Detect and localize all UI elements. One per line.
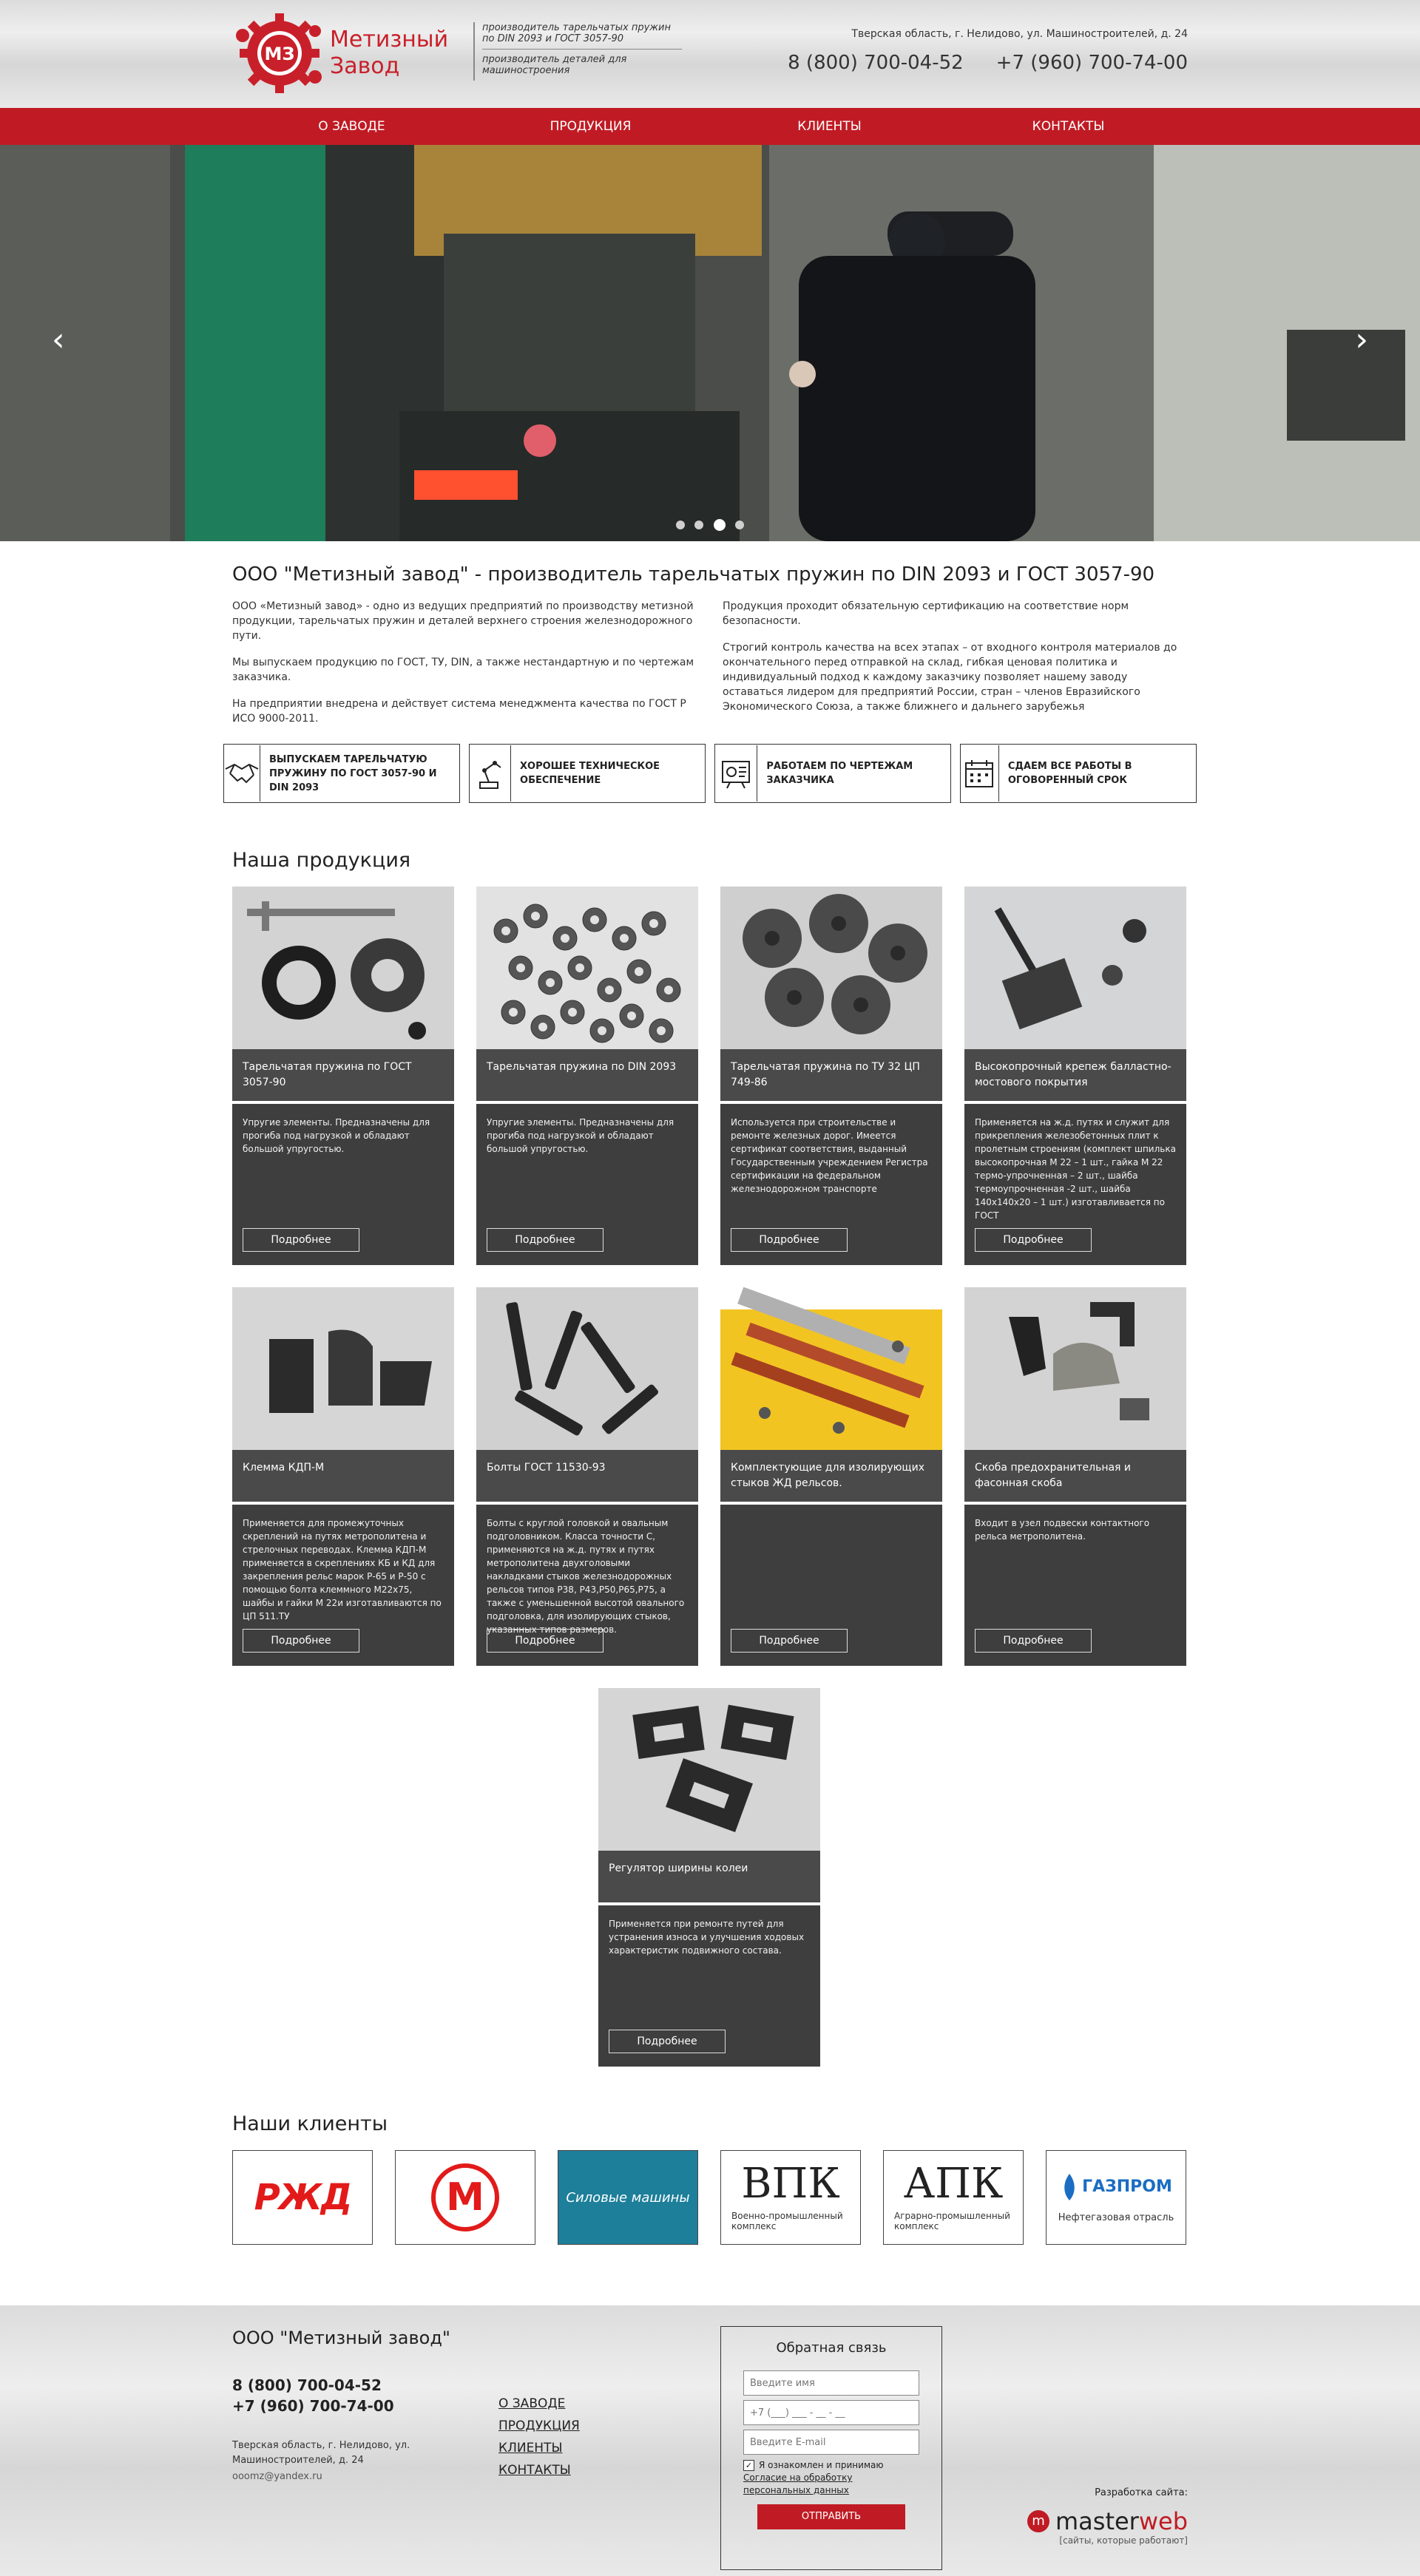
- about-paragraph: Продукция проходит обязательную сертификацию на соответствие норм безопасности.: [723, 600, 1129, 627]
- logo-text: Метизный Завод: [330, 27, 449, 79]
- nav-item-contacts[interactable]: КОНТАКТЫ: [1032, 119, 1105, 134]
- site-footer: [0, 2305, 1420, 2576]
- consent-link[interactable]: Согласие на обработку персональных данных: [743, 2472, 853, 2495]
- product-description: Применяется при ремонте путей для устранения износа и улучшения ходовых характеристик подвижного состава.: [609, 1919, 805, 1956]
- footer-menu-contacts[interactable]: КОНТАКТЫ: [498, 2463, 571, 2478]
- product-card[interactable]: [964, 887, 1186, 1265]
- about-section: [232, 563, 1188, 803]
- handshake-icon: [224, 745, 260, 801]
- product-card[interactable]: [964, 1287, 1186, 1666]
- slider-dot-2[interactable]: [694, 521, 703, 529]
- product-details-button[interactable]: Подробнее: [243, 1629, 359, 1653]
- product-title: Клемма КДП-М: [232, 1450, 454, 1502]
- footer-phone-2[interactable]: +7 (960) 700-74-00: [232, 2397, 394, 2415]
- product-description: Болты с круглой головкой и овальным подголовником. Класса точности С, применяются на ж.д. путях и путях метрополитена двухголовыми накладками стыков железнодорожных рельсов типов Р38, Р43,Р50,Р65,Р75, а также с уменьшенной высотой овального подголовка, для изолирующих стыков, указанных типов размеров.: [487, 1518, 685, 1635]
- product-image: [964, 887, 1186, 1049]
- product-description: Применяется для промежуточных скреплений на путях метрополитена и стрелочных переводах. Клемма КДП-М применяется в скреплениях КБ и КД для закрепления рельс марок Р-65 и Р-50 с помощью болта клеммного М22х75, шайбы и гайки М 22и изготавливаются по ЦП 511.ТУ: [243, 1518, 442, 1621]
- product-image: [476, 887, 698, 1049]
- product-image: [964, 1287, 1186, 1450]
- product-card[interactable]: [476, 1287, 698, 1666]
- product-description: Упругие элементы. Предназначены для прогиба под нагрузкой и обладают большой упругостью.: [243, 1117, 430, 1154]
- product-title: Болты ГОСТ 11530-93: [476, 1450, 698, 1502]
- consent-block: [721, 2459, 941, 2497]
- tagline: производитель тарельчатых пружин по DIN 2093 и ГОСТ 3057-90 производитель деталей для машиностроения: [473, 22, 682, 81]
- robot-arm-icon: [470, 745, 511, 801]
- masterweb-slogan: [сайты, которые работают]: [1059, 2535, 1188, 2546]
- product-details-button[interactable]: Подробнее: [609, 2030, 726, 2053]
- footer-address: Тверская область, г. Нелидово, ул. Машиностроителей, д. 24: [232, 2440, 410, 2466]
- product-details-button[interactable]: Подробнее: [243, 1228, 359, 1252]
- product-details-button[interactable]: Подробнее: [487, 1228, 604, 1252]
- feedback-title: Обратная связь: [776, 2340, 887, 2356]
- phone-input[interactable]: [743, 2400, 919, 2425]
- product-details-button[interactable]: Подробнее: [731, 1629, 848, 1653]
- footer-phones: [232, 2375, 394, 2416]
- blueprint-icon: [715, 745, 757, 801]
- slider-dot-1[interactable]: [676, 521, 685, 529]
- main-nav: [0, 108, 1420, 145]
- product-title: Высокопрочный крепеж балластно-мостового покрытия: [964, 1049, 1186, 1101]
- svg-text:МЗ: МЗ: [264, 44, 295, 64]
- about-right-column: [723, 599, 1188, 738]
- masterweb-m-icon: m: [1027, 2510, 1049, 2532]
- product-details-button[interactable]: Подробнее: [975, 1228, 1092, 1252]
- footer-phone-1[interactable]: 8 (800) 700-04-52: [232, 2376, 382, 2394]
- about-left-column: [232, 599, 697, 738]
- slide-image: [0, 145, 1420, 541]
- hero-slider: [0, 145, 1420, 541]
- consent-checkbox[interactable]: ✓: [743, 2460, 754, 2471]
- product-details-button[interactable]: Подробнее: [975, 1629, 1092, 1653]
- about-paragraph: ООО «Метизный завод» - одно из ведущих предприятий по производству метизной продукции, тарельчатых пружин и деталей верхнего строения железнодорожного пути.: [232, 600, 694, 642]
- header-address: Тверская область, г. Нелидово, ул. Машиностроителей, д. 24: [851, 28, 1188, 40]
- about-paragraph: На предприятии внедрена и действует система менеджмента качества по ГОСТ Р ИСО 9000-2011.: [232, 698, 686, 725]
- nav-item-clients[interactable]: КЛИЕНТЫ: [797, 119, 862, 134]
- product-details-button[interactable]: Подробнее: [731, 1228, 848, 1252]
- name-input[interactable]: [743, 2370, 919, 2396]
- feature-item: ВЫПУСКАЕМ ТАРЕЛЬЧАТУЮ ПРУЖИНУ ПО ГОСТ 3057-90 И DIN 2093: [223, 744, 460, 803]
- footer-menu-clients[interactable]: КЛИЕНТЫ: [498, 2441, 563, 2455]
- client-logo-metro[interactable]: М: [395, 2150, 535, 2245]
- product-description: [720, 1505, 942, 1516]
- site-header: [0, 0, 1420, 108]
- header-phone-1[interactable]: 8 (800) 700-04-52: [788, 52, 964, 74]
- product-card[interactable]: [720, 887, 942, 1265]
- product-description: Упругие элементы. Предназначены для прогиба под нагрузкой и обладают большой упругостью.: [487, 1117, 674, 1154]
- slider-dots: [0, 518, 1420, 532]
- products-section: [232, 849, 1188, 2245]
- product-card[interactable]: [720, 1287, 942, 1666]
- product-title: Регулятор ширины колеи: [598, 1851, 820, 1902]
- feature-item: РАБОТАЕМ ПО ЧЕРТЕЖАМ ЗАКАЗЧИКА: [714, 744, 951, 803]
- about-paragraph: Строгий контроль качества на всех этапах – от входного контроля материалов до окончательного перед отправкой на склад, гибкая ценовая политика и индивидуальный подход к каждому заказчику позволяет нашему заводу оставаться лидером для предприятий России, стран – членов Евразийского Экономического Союза, а также ближнего и дальнего зарубежья: [723, 642, 1177, 713]
- product-title: Тарельчатая пружина по ТУ 32 ЦП 749-86: [720, 1049, 942, 1101]
- features-row: [223, 744, 1197, 803]
- nav-item-about[interactable]: О ЗАВОДЕ: [318, 119, 385, 134]
- slider-next-arrow-icon[interactable]: ›: [1355, 321, 1368, 359]
- product-image: [598, 1688, 820, 1851]
- logo[interactable]: [232, 9, 448, 98]
- product-card[interactable]: [476, 887, 698, 1265]
- about-paragraph: Мы выпускаем продукцию по ГОСТ, ТУ, DIN, а также нестандартную и по чертежам заказчика.: [232, 657, 694, 683]
- product-image: [720, 1287, 942, 1450]
- client-logo-rzd[interactable]: РЖД: [232, 2150, 373, 2245]
- feature-item: СДАЕМ ВСЕ РАБОТЫ В ОГОВОРЕННЫЙ СРОК: [960, 744, 1197, 803]
- product-image: [232, 1287, 454, 1450]
- logo-gear-icon: [232, 9, 325, 98]
- product-image: [232, 887, 454, 1049]
- header-phone-2[interactable]: +7 (960) 700-74-00: [995, 52, 1188, 74]
- send-button[interactable]: ОТПРАВИТЬ: [757, 2504, 905, 2529]
- client-logo-power-machines[interactable]: Силовые машины: [558, 2150, 698, 2245]
- product-description: Входит в узел подвески контактного рельса метрополитена.: [975, 1518, 1150, 1542]
- product-card[interactable]: [232, 1287, 454, 1666]
- slider-dot-3[interactable]: [714, 519, 726, 531]
- product-description: Применяется на ж.д. путях и служит для прикрепления железобетонных плит к пролетным строениям (комплект шпилька высокопрочная М 22 – 1 шт., гайка М 22 термо-упрочненная – 2 шт., шайба термоупрочненная -2 шт., шайба 140х140х20 – 1 шт.) изготавливается по ГОСТ: [975, 1117, 1176, 1221]
- product-title: Скоба предохранительная и фасонная скоба: [964, 1450, 1186, 1502]
- clients-title: Наши клиенты: [232, 2112, 388, 2135]
- about-title: ООО "Метизный завод" - производитель тарельчатых пружин по DIN 2093 и ГОСТ 3057-90: [232, 563, 1155, 586]
- client-logo-apk[interactable]: АПК Аграрно-промышленный комплекс: [883, 2150, 1024, 2245]
- products-title: Наша продукция: [232, 849, 411, 872]
- product-title: Комплектующие для изолирующих стыков ЖД рельсов.: [720, 1450, 942, 1502]
- client-logo-gazprom[interactable]: ГАЗПРОМ Нефтегазовая отрасль: [1046, 2150, 1186, 2245]
- footer-company: ООО "Метизный завод": [232, 2328, 450, 2348]
- footer-menu: [498, 2393, 580, 2481]
- product-card[interactable]: [232, 887, 454, 1265]
- feature-item: ХОРОШЕЕ ТЕХНИЧЕСКОЕ ОБЕСПЕЧЕНИЕ: [469, 744, 706, 803]
- footer-menu-products[interactable]: ПРОДУКЦИЯ: [498, 2419, 580, 2433]
- client-logo-vpk[interactable]: ВПК Военно-промышленный комплекс: [720, 2150, 861, 2245]
- footer-menu-about[interactable]: О ЗАВОДЕ: [498, 2396, 566, 2411]
- calendar-icon: [961, 745, 999, 801]
- masterweb-logo: m masterweb: [1027, 2507, 1188, 2535]
- consent-label: Я ознакомлен и принимаю: [759, 2460, 884, 2470]
- feedback-form: [720, 2326, 942, 2570]
- nav-item-products[interactable]: ПРОДУКЦИЯ: [550, 119, 632, 134]
- product-title: Тарельчатая пружина по DIN 2093: [476, 1049, 698, 1101]
- header-phones: [788, 52, 1188, 74]
- gazprom-flame-icon: [1060, 2172, 1079, 2202]
- footer-email-link[interactable]: ooomz@yandex.ru: [232, 2471, 322, 2482]
- developer-credit[interactable]: [1027, 2487, 1188, 2546]
- product-image: [720, 887, 942, 1049]
- email-input[interactable]: [743, 2430, 919, 2455]
- product-details-button[interactable]: Подробнее: [487, 1629, 604, 1653]
- product-card[interactable]: [598, 1688, 820, 2067]
- product-title: Тарельчатая пружина по ГОСТ 3057-90: [232, 1049, 454, 1101]
- developer-label: Разработка сайта:: [1095, 2487, 1188, 2498]
- slider-prev-arrow-icon[interactable]: ‹: [52, 321, 65, 359]
- slider-dot-4[interactable]: [735, 521, 744, 529]
- product-image: [476, 1287, 698, 1450]
- product-description: Используется при строительстве и ремонте железных дорог. Имеется сертификат соответствия, выданный Государственным учреждением Регистра сертификации на федеральном железнодорожном транспорте: [731, 1117, 928, 1194]
